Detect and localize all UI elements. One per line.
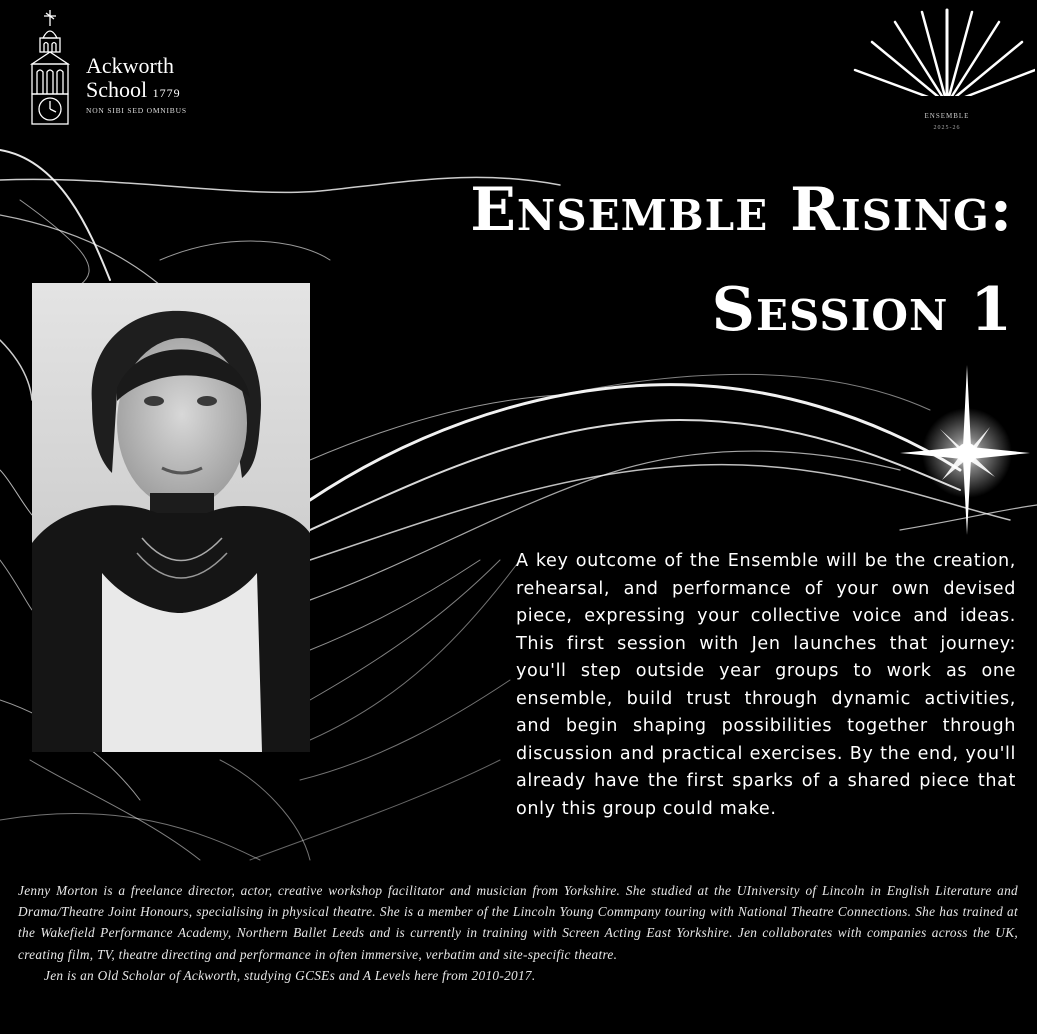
session-description: A key outcome of the Ensemble will be the creation, rehearsal, and performance of your own devised piece, expressing your collective voice and ideas. This first session with Jen launches that journey: you'll step outside year groups to work as one ensemble, build trust through dynamic activities, and begin shaping possibilities together through discussion and practical exercises. By the end, you'll already have the first sparks of a shared piece that only this group could make. <box>516 551 1016 819</box>
ensemble-wordmark: ENSEMBLE <box>924 112 970 120</box>
sparkle-star-icon <box>900 365 1030 535</box>
ensemble-year: 2025-26 <box>933 125 961 131</box>
portrait-photo <box>32 283 310 752</box>
school-logo <box>28 8 228 128</box>
ensemble-logo <box>850 8 1035 133</box>
school-motto: NON SIBI SED OMNIBUS <box>86 106 187 115</box>
page-title <box>470 160 1013 360</box>
school-founding-year: 1779 <box>152 86 181 100</box>
sunburst-rays-icon <box>850 8 1035 113</box>
portrait-illustration <box>32 283 310 752</box>
facilitator-bio <box>18 880 1018 986</box>
school-clock-tower-icon <box>28 8 80 126</box>
title-line-1: Ensemble Rising: <box>470 175 1013 245</box>
bio-paragraph-1: Jenny Morton is a freelance director, actor, creative workshop facilitator and musician from Yorkshire. She studied at the UIniversity of Lincoln in English Literature and Drama/Theatre Joint Honours, specialising in physical theatre. She is a member of the Lincoln Young Commpany touring with National Theatre Connections. She has trained at the Wakefield Performance Academy, Northern Ballet Leeds and is currently in training with Screen Acting East Yorkshire. Jen collaborates with companies across the UK, creating film, TV, theatre directing and performance in often immersive, verbatim and site-specific theatre. <box>18 883 1018 962</box>
title-line-2: Session 1 <box>711 275 1013 345</box>
bio-paragraph-2: Jen is an Old Scholar of Ackworth, studying GCSEs and A Levels here from 2010-2017. <box>44 967 536 983</box>
school-name: Ackworth School 1779 <box>86 53 181 102</box>
